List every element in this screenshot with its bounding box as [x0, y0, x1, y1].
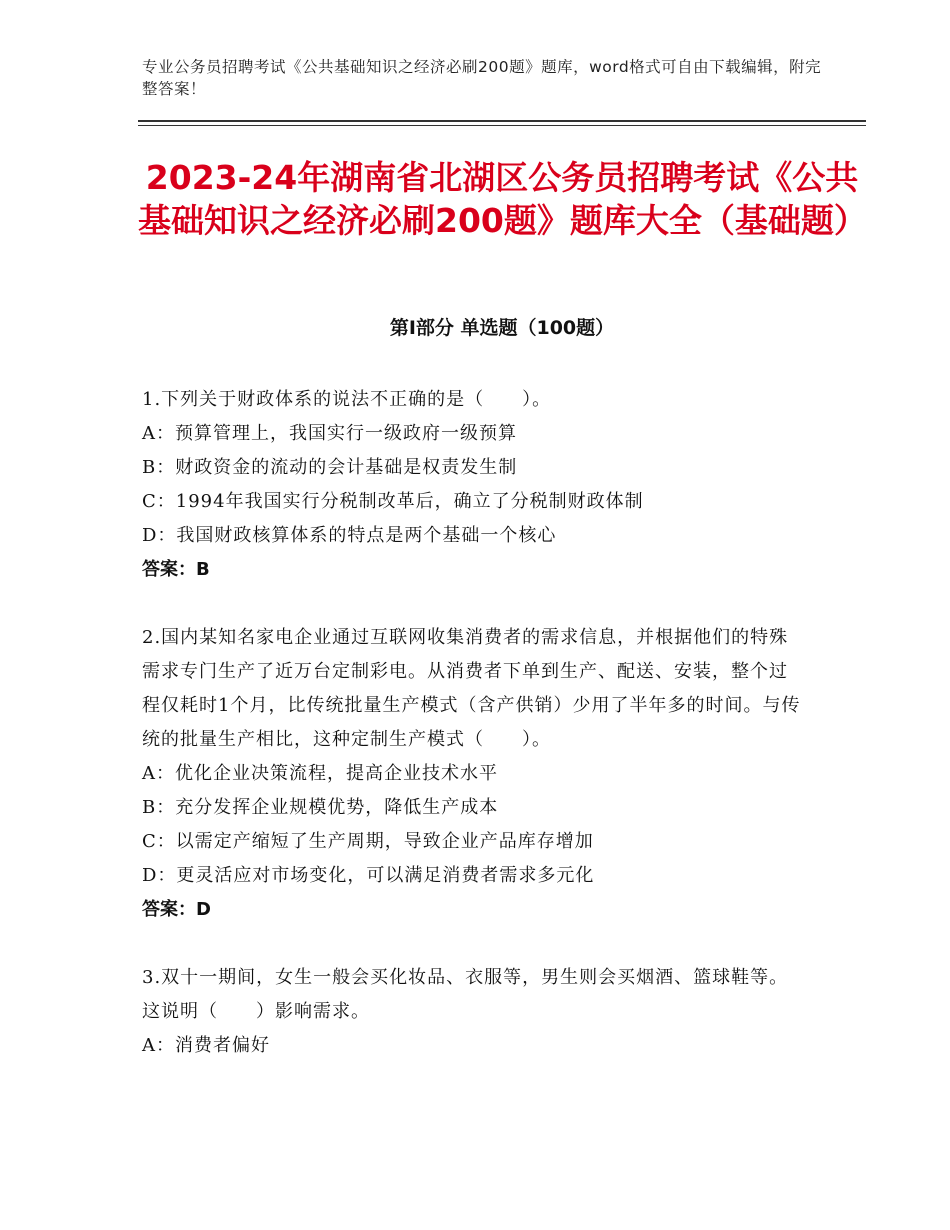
header-divider-thin	[138, 125, 866, 126]
option-b: B：充分发挥企业规模优势，降低生产成本	[142, 797, 499, 818]
question-3	[142, 961, 802, 1063]
answer: 答案：D	[142, 899, 211, 920]
document-title: 2023-24年湖南省北湖区公务员招聘考试《公共基础知识之经济必刷200题》题库大全（基础题）	[138, 158, 867, 240]
option-a: A：预算管理上，我国实行一级政府一级预算	[142, 423, 517, 444]
header-note: 专业公务员招聘考试《公共基础知识之经济必刷200题》题库，word格式可自由下载编辑，附完整答案！	[142, 58, 822, 98]
question-1	[142, 383, 802, 587]
option-d: D：我国财政核算体系的特点是两个基础一个核心	[142, 525, 557, 546]
option-c: C：1994年我国实行分税制改革后，确立了分税制财政体制	[142, 491, 644, 512]
question-stem: 3.双十一期间，女生一般会买化妆品、衣服等，男生则会买烟酒、篮球鞋等。这说明（ ）影响需求。	[142, 967, 789, 1022]
option-c: C：以需定产缩短了生产周期，导致企业产品库存增加	[142, 831, 594, 852]
question-stem: 1.下列关于财政体系的说法不正确的是（ ）。	[142, 389, 552, 410]
option-b: B：财政资金的流动的会计基础是权责发生制	[142, 457, 518, 478]
option-d: D：更灵活应对市场变化，可以满足消费者需求多元化	[142, 865, 595, 886]
option-a: A：消费者偏好	[142, 1035, 270, 1056]
answer: 答案：B	[142, 559, 210, 580]
section-title: 第Ⅰ部分 单选题（100题）	[389, 317, 615, 339]
option-a: A：优化企业决策流程，提高企业技术水平	[142, 763, 498, 784]
question-stem: 2.国内某知名家电企业通过互联网收集消费者的需求信息，并根据他们的特殊需求专门生产了近万台定制彩电。从消费者下单到生产、配送、安装，整个过程仅耗时1个月，比传统批量生产模式（含产供销）少用了半年多的时间。与传统的批量生产相比，这种定制生产模式（ ）。	[142, 627, 801, 750]
header-divider-thick	[138, 120, 866, 122]
question-2	[142, 621, 802, 927]
question-list	[142, 383, 802, 1097]
